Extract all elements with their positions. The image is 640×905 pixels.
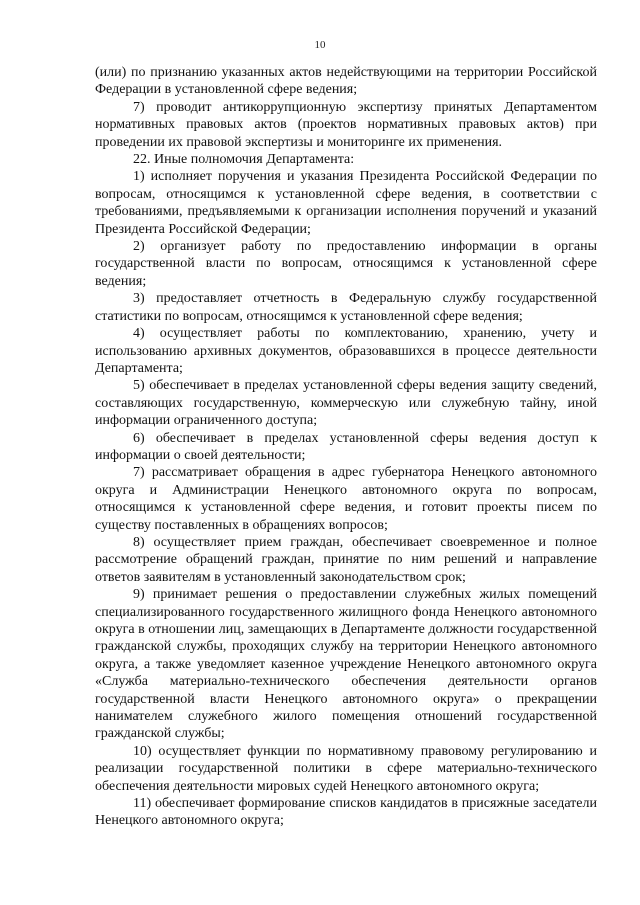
paragraph-item-3: 3) предоставляет отчетность в Федеральную службу государственной статистики по вопросам, относящимся к установленной сфере ведения; <box>95 291 597 324</box>
paragraph-continuation: (или) по признанию указанных актов недействующими на территории Российской Федерации в установленной сфере ведения; <box>95 65 597 98</box>
paragraph-item-6: 6) обеспечивает в пределах установленной сферы ведения доступ к информации о своей деятельности; <box>95 430 597 463</box>
paragraph-item-9: 9) принимает решения о предоставлении служебных жилых помещений специализированного государственного жилищного фонда Ненецкого автономного округа в отношении лиц, замещающих в Департаменте должности государственной гражданской службы, проходящих службу на территории Ненецкого автономного округа, а также уведомляет казенное учреждение Ненецкого автономного округа «Служба материально-технического обеспечения деятельности органов государственной власти Ненецкого автономного округа» о прекращении нанимателем служебного жилого помещения отношений государственной гражданской службы; <box>95 587 597 742</box>
paragraph-item-8: 8) осуществляет прием граждан, обеспечивает своевременное и полное рассмотрение обращений граждан, принятие по ним решений и направление ответов заявителям в установленный законодательством срок; <box>95 534 597 585</box>
section-heading-22: 22. Иные полномочия Департамента: <box>133 152 355 168</box>
document-body <box>95 64 597 830</box>
paragraph-item-10: 10) осуществляет функции по нормативному правовому регулированию и реализации государственной политики в сфере материально-технического обеспечения деятельности мировых судей Ненецкого автономного округа; <box>95 743 597 794</box>
paragraph-item-1: 1) исполняет поручения и указания Президента Российской Федерации по вопросам, относящимся к установленной сфере ведения, в соответствии с требованиями, предъявляемыми к организации исполнения поручений и указаний Президента Российской Федерации; <box>95 169 597 237</box>
paragraph-item-4: 4) осуществляет работы по комплектованию, хранению, учету и использованию архивных документов, образовавшихся в процессе деятельности Департамента; <box>95 326 597 376</box>
paragraph-item-5: 5) обеспечивает в пределах установленной сферы ведения защиту сведений, составляющих государственную, коммерческую или служебную тайну, иной информации ограниченного доступа; <box>95 378 597 429</box>
paragraph-item-11: 11) обеспечивает формирование списков кандидатов в присяжные заседатели Ненецкого автономного округа; <box>95 796 597 829</box>
paragraph-item-7b: 7) рассматривает обращения в адрес губернатора Ненецкого автономного округа и Администрации Ненецкого автономного округа по вопросам, относящимся к установленной сфере ведения, и готовит проекты писем по существу поставленных в обращениях вопросов; <box>95 465 597 533</box>
paragraph-item-2: 2) организует работу по предоставлению информации в органы государственной власти по вопросам, относящимся к установленной сфере ведения; <box>95 239 597 289</box>
page-number: 10 <box>314 39 326 51</box>
paragraph-item-7: 7) проводит антикоррупционную экспертизу принятых Департаментом нормативных правовых актов (проектов нормативных правовых актов) при проведении их правовой экспертизы и мониторинге их применения. <box>95 99 597 150</box>
